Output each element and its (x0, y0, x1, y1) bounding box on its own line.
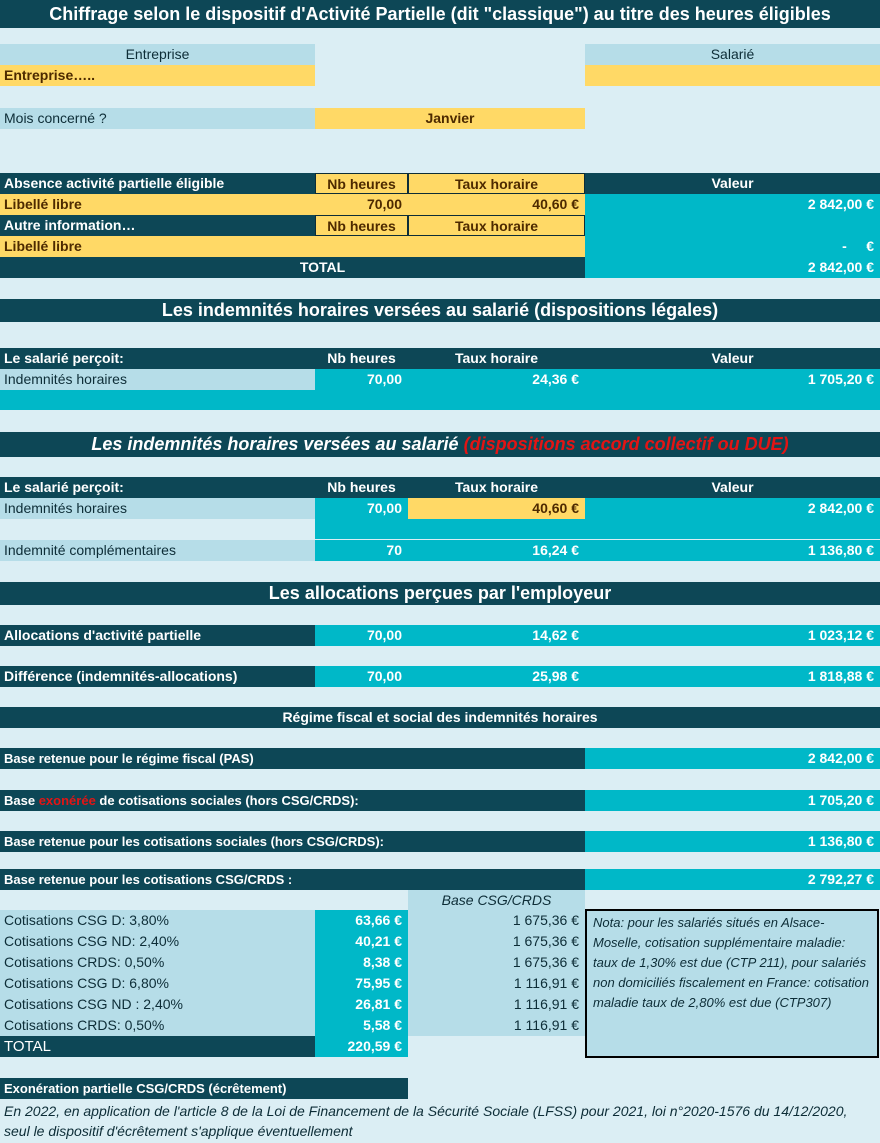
absence-row1-valeur: 2 842,00 € (585, 194, 880, 215)
alloc-row2-valeur: 1 818,88 € (585, 666, 880, 687)
mois-select[interactable]: Janvier (315, 108, 585, 129)
cot-total-label: TOTAL (0, 1036, 315, 1057)
base-exo-red: exonérée (38, 793, 96, 808)
salarie-header: Salarié (585, 44, 880, 65)
autre-header-taux: Taux horaire (408, 215, 585, 236)
legal-spacer-row (0, 390, 880, 410)
absence-row1-taux[interactable]: 40,60 € (408, 194, 585, 215)
cot-total-value: 220,59 € (315, 1036, 408, 1057)
alloc-row1-label: Allocations d'activité partielle (0, 625, 315, 646)
accord-header-label: Le salarié perçoit: (0, 477, 315, 498)
base-exo-label (0, 790, 585, 811)
cot-row6-montant: 5,58 € (315, 1015, 408, 1036)
absence-total-label: TOTAL (0, 257, 585, 278)
base-exo-post: de cotisations sociales (hors CSG/CRDS): (95, 793, 359, 808)
alloc-row1-valeur: 1 023,12 € (585, 625, 880, 646)
absence-header-valeur: Valeur (585, 173, 880, 194)
cot-row4-label: Cotisations CSG D: 6,80% (0, 973, 315, 994)
alsace-moselle-note: Nota: pour les salariés situés en Alsace-Moselle, cotisation supplémentaire maladie: taux de 1,30% est due (CTP 211), pour salariés non domiciliés fiscalement en France: cotisation maladie taux de 2,80% est due (CTP307) (585, 909, 879, 1058)
absence-row1-nb[interactable]: 70,00 (315, 194, 408, 215)
sheet-title: Chiffrage selon le dispositif d'Activité Partielle (dit "classique") au titre des heures éligibles (0, 0, 880, 28)
legal-row-label: Indemnités horaires (0, 369, 315, 390)
accord-spacer-row (315, 519, 880, 539)
cot-row2-base: 1 675,36 € (408, 931, 585, 952)
absence-header-taux: Taux horaire (408, 173, 585, 194)
legal-header-label: Le salarié perçoit: (0, 348, 315, 369)
cot-row1-base: 1 675,36 € (408, 910, 585, 931)
autre-header-nb: Nb heures (315, 215, 408, 236)
cot-row4-base: 1 116,91 € (408, 973, 585, 994)
cot-row3-base: 1 675,36 € (408, 952, 585, 973)
accord-row1-taux[interactable]: 40,60 € (408, 498, 585, 519)
accord-row1-nb: 70,00 (315, 498, 408, 519)
absence-row1-label[interactable]: Libellé libre (0, 194, 315, 215)
accord-row1-valeur: 2 842,00 € (585, 498, 880, 519)
base-csg-col-header: Base CSG/CRDS (408, 890, 585, 910)
salarie-field[interactable] (585, 65, 880, 86)
alloc-row2-nb: 70,00 (315, 666, 408, 687)
exo-partielle-label: Exonération partielle CSG/CRDS (écrêtement) (0, 1078, 408, 1099)
absence-header-nb: Nb heures (315, 173, 408, 194)
absence-total-valeur: 2 842,00 € (585, 257, 880, 278)
mois-label: Mois concerné ? (0, 108, 315, 129)
absence-row2-valeur: - € (585, 236, 880, 257)
cot-row5-base: 1 116,91 € (408, 994, 585, 1015)
cot-row3-label: Cotisations CRDS: 0,50% (0, 952, 315, 973)
legal-section-title: Les indemnités horaires versées au salarié (dispositions légales) (0, 299, 880, 322)
absence-row2-label[interactable]: Libellé libre (0, 236, 315, 257)
accord-header-taux: Taux horaire (408, 477, 585, 498)
accord-row1-label: Indemnités horaires (0, 498, 315, 519)
legal-header-nb: Nb heures (315, 348, 408, 369)
legal-row-taux: 24,36 € (408, 369, 585, 390)
cot-row1-label: Cotisations CSG D: 3,80% (0, 910, 315, 931)
base-exo-pre: Base (4, 793, 39, 808)
cot-row5-label: Cotisations CSG ND : 2,40% (0, 994, 315, 1015)
alloc-row1-taux: 14,62 € (408, 625, 585, 646)
entreprise-field[interactable]: Entreprise….. (0, 65, 315, 86)
accord-title-main: Les indemnités horaires versées au salarié (91, 434, 459, 454)
accord-row2-label: Indemnité complémentaires (0, 540, 315, 561)
alloc-row1-nb: 70,00 (315, 625, 408, 646)
accord-header-nb: Nb heures (315, 477, 408, 498)
base-exo-value: 1 705,20 € (585, 790, 880, 811)
base-csg-value: 2 792,27 € (585, 869, 880, 890)
accord-title-red: (dispositions accord collectif ou DUE) (463, 434, 789, 454)
cot-row1-montant: 63,66 € (315, 910, 408, 931)
absence-row2-inputs[interactable] (315, 236, 585, 257)
base-cot-label: Base retenue pour les cotisations sociales (hors CSG/CRDS): (0, 831, 585, 852)
cot-row6-base: 1 116,91 € (408, 1015, 585, 1036)
legal-row-nb: 70,00 (315, 369, 408, 390)
base-pas-value: 2 842,00 € (585, 748, 880, 769)
alloc-section-title: Les allocations perçues par l'employeur (0, 582, 880, 605)
entreprise-header: Entreprise (0, 44, 315, 65)
cot-row5-montant: 26,81 € (315, 994, 408, 1015)
base-pas-label: Base retenue pour le régime fiscal (PAS) (0, 748, 585, 769)
alloc-row2-label: Différence (indemnités-allocations) (0, 666, 315, 687)
accord-row2-valeur: 1 136,80 € (585, 540, 880, 561)
legal-row-valeur: 1 705,20 € (585, 369, 880, 390)
cot-row2-montant: 40,21 € (315, 931, 408, 952)
absence-header-label: Absence activité partielle éligible (0, 173, 315, 194)
accord-section-title (0, 432, 880, 457)
cot-row2-label: Cotisations CSG ND: 2,40% (0, 931, 315, 952)
cot-row6-label: Cotisations CRDS: 0,50% (0, 1015, 315, 1036)
legal-header-taux: Taux horaire (408, 348, 585, 369)
footer-note: En 2022, en application de l'article 8 de la Loi de Financement de la Sécurité Sociale (LFSS) pour 2021, loi n°2020-1576 du 14/12/2020, seul le dispositif d'écrêtement s'applique éventuellement (0, 1101, 880, 1143)
base-cot-value: 1 136,80 € (585, 831, 880, 852)
legal-header-valeur: Valeur (585, 348, 880, 369)
accord-row2-nb: 70 (315, 540, 408, 561)
regime-section-title: Régime fiscal et social des indemnités horaires (0, 707, 880, 728)
autre-header-label: Autre information… (0, 215, 315, 236)
cot-row3-montant: 8,38 € (315, 952, 408, 973)
base-csg-label: Base retenue pour les cotisations CSG/CRDS : (0, 869, 585, 890)
accord-header-valeur: Valeur (585, 477, 880, 498)
alloc-row2-taux: 25,98 € (408, 666, 585, 687)
autre-header-valeur-cell (585, 215, 880, 236)
accord-row2-taux: 16,24 € (408, 540, 585, 561)
cot-row4-montant: 75,95 € (315, 973, 408, 994)
